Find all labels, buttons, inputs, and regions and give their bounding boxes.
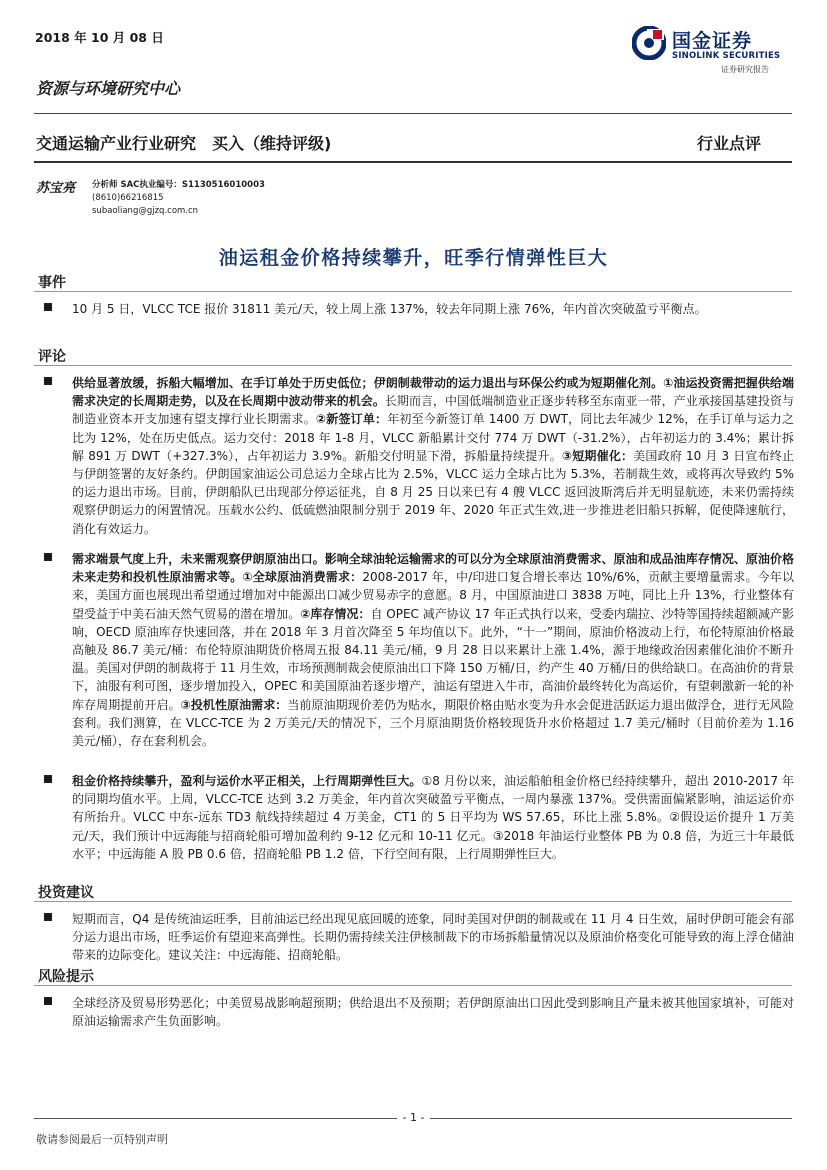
footer-disclaimer: 敬请参阅最后一页特别声明 (36, 1133, 168, 1146)
page-number: - 1 - (0, 1111, 827, 1124)
report-type: 行业点评 (697, 134, 762, 153)
industry-label: 交通运输产业行业研究 (36, 134, 197, 153)
analyst-phone: (8610)66216815 (92, 193, 164, 203)
industry-rating-line (36, 131, 331, 154)
analyst-email[interactable]: subaoliang@gjzq.com.cn (92, 206, 199, 216)
bullet-icon (44, 775, 52, 783)
logo-english-name: SINOLINK SECURITIES (672, 51, 781, 61)
logo-chinese-name: 国金证券 (672, 30, 753, 52)
section-divider (34, 901, 792, 902)
bullet-icon (44, 303, 52, 311)
bullet-icon (44, 913, 52, 921)
logo-tagline: 证券研究报告 (721, 65, 769, 74)
comment-item-demand (44, 550, 794, 750)
sinolink-logo-icon (632, 26, 666, 60)
bullet-icon (44, 377, 52, 385)
section-heading-event: 事件 (38, 275, 66, 291)
event-item (44, 300, 794, 318)
advice-text: 短期而言，Q4 是传统油运旺季，目前油运已经出现见底回暖的迹象，同时美国对伊朗的制裁或在 11 月 4 日生效，届时伊朗可能会有部分运力退出市场，旺季运价有望迎来高弹性。长期仍需持续关注伊核制裁下的市场拆船量情况以及原油价格变化可能导致的海上浮仓储油带来的边际变化。建议关注：中远海能、招商轮船。 (72, 912, 794, 963)
report-date: 2018 年 10 月 08 日 (35, 30, 164, 45)
research-center: 资源与环境研究中心 (36, 79, 181, 98)
title-divider (34, 161, 792, 163)
section-heading-advice: 投资建议 (38, 885, 94, 901)
comment-text: 供给显著放缓，拆船大幅增加、在手订单处于历史低位；伊朗制裁带动的运力退出与环保公约或为短期催化剂。①油运投资需把握供给端需求决定的长周期走势，以及在长周期中波动带来的机会。长期而言，中国低端制造业正逐步转移至东南亚一带，产业承接国基建投资与制造业资本开支加速有望支撑行业长期需求。②新签订单：年初至今新签订单 1400 万 DWT，同比去年减少 12%，在手订单与运力之比为 12%，处在历史低点。运力交付：2018 年 1-8 月，VLCC 新船累计交付 774 万 DWT（-31.2%），占年初运力的 3.4%；累计拆解 891 万 DWT（+327.3%），占年初运力 3.9%。新船交付明显下滑，拆船量持续提升。③短期催化：美国政府 10 月 3 日宣布终止与伊朗签署的友好条约。伊朗国家油运公司总运力全球占比为 2.5%，VLCC 运力全球占比为 5.3%，若制裁生效，或将再次导致约 5%的运力退出市场。目前，伊朗船队已出现部分停运征兆，自 8 月 25 日以来已有 4 艘 VLCC 返回波斯湾后并无明显航迹，未来仍需持续观察伊朗运力的闲置情况。压载水公约、低硫燃油限制分别于 2019 年、2020 年正式生效,进一步推进老旧船只拆解，促使降速航行，消化有效运力。 (72, 376, 794, 536)
advice-item (44, 910, 794, 965)
analyst-info (92, 179, 265, 218)
analyst-name: 苏宝亮 (36, 181, 76, 196)
analyst-id: 分析师 SAC执业编号：S1130516010003 (92, 180, 265, 190)
comment-item-supply (44, 374, 794, 538)
section-divider (34, 985, 792, 986)
comment-text: 需求端景气度上升，未来需观察伊朗原油出口。影响全球油轮运输需求的可以分为全球原油消费需求、原油和成品油库存情况、原油价格未来走势和投机性原油需求等。①全球原油消费需求：2008-2017 年，中/印进口复合增长率达 10%/6%，贡献主要增量需求。今年以来，美国方面也展现出希望通过增加对中能源出口减少贸易赤字的意愿。8 月，中国原油进口 3838 万吨，同比上升 13%，行业整体有望受益于中美石油天然气贸易的潜在增加。②库存情况：自 OPEC 减产协议 17 年正式执行以来，受委内瑞拉、沙特等国持续超额减产影响，OECD 原油库存快速回落，并在 2018 年 3 月首次降至 5 年均值以下。此外，“十一”期间，原油价格波动上行，布伦特原油价格最高触及 86.7 美元/桶：布伦特原油期货价格周五报 84.11 美元/桶，9 月 28 日以来累计上涨 1.4%，源于地缘政治因素催化油价不断升温。美国对伊朗的制裁将于 11 月生效，市场预测制裁会使原油出口下降 150 万桶/日，约产生 40 万桶/日的供给缺口。在高油价的背景下，油服有利可图，逐步增加投入，OPEC 和美国原油若逐步增产，油运有望进入牛市，高油价最终转化为高运价，有望刺激新一轮的补库存周期提前开启。③投机性原油需求：当前原油期现价差仍为贴水，期限价格由贴水变为升水会促进活跃运力退出做浮仓，进行无风险套利。我们测算，在 VLCC-TCE 为 2 万美元/天的情况下，三个月原油期货价格较现货升水价格超过 1.7 美元/桶时（目前价差为 1.16 美元/桶），存在套利机会。 (72, 552, 794, 749)
bullet-icon (44, 997, 52, 1005)
report-title: 油运租金价格持续攀升，旺季行情弹性巨大 (218, 247, 609, 269)
company-logo (632, 24, 802, 76)
comment-item-rates (44, 772, 794, 863)
comment-text: 租金价格持续攀升，盈利与运价水平正相关，上行周期弹性巨大。①8 月份以来，油运船舶租金价格已经持续攀升，超出 2010-2017 年的同期均值水平。上周，VLCC-TCE 达到 3.2 万美金，年内首次突破盈亏平衡点，一周内暴涨 137%。受供需面偏紧影响，油运运价亦有所抬升。VLCC 中东-远东 TD3 航线持续超过 4 万美金，CT1 的 5 日平均为 WS 57.65，环比上涨 5.8%。②假设运价提升 1 万美元/天，我们预计中远海能与招商轮船可增加盈利约 9-12 亿元和 10-11 亿元。③2018 年油运行业整体 PB 为 0.8 倍，为近三十年最低水平；中远海能 A 股 PB 0.6 倍，招商轮船 PB 1.2 倍，下行空间有限，上行周期弹性巨大。 (72, 774, 794, 861)
section-heading-comment: 评论 (38, 349, 66, 365)
bullet-icon (44, 553, 52, 561)
event-text: 10 月 5 日，VLCC TCE 报价 31811 美元/天，较上周上涨 137%，较去年同期上涨 76%，年内首次突破盈亏平衡点。 (72, 302, 707, 316)
risk-text: 全球经济及贸易形势恶化；中美贸易战影响超预期；供给退出不及预期；若伊朗原油出口因此受到影响且产量未被其他国家填补，可能对原油运输需求产生负面影响。 (72, 996, 794, 1029)
rating-label: 买入（维持评级) (212, 134, 332, 153)
section-heading-risk: 风险提示 (38, 969, 94, 985)
risk-item (44, 994, 794, 1030)
section-divider (34, 291, 792, 292)
header-divider (34, 113, 792, 114)
section-divider (34, 365, 792, 366)
